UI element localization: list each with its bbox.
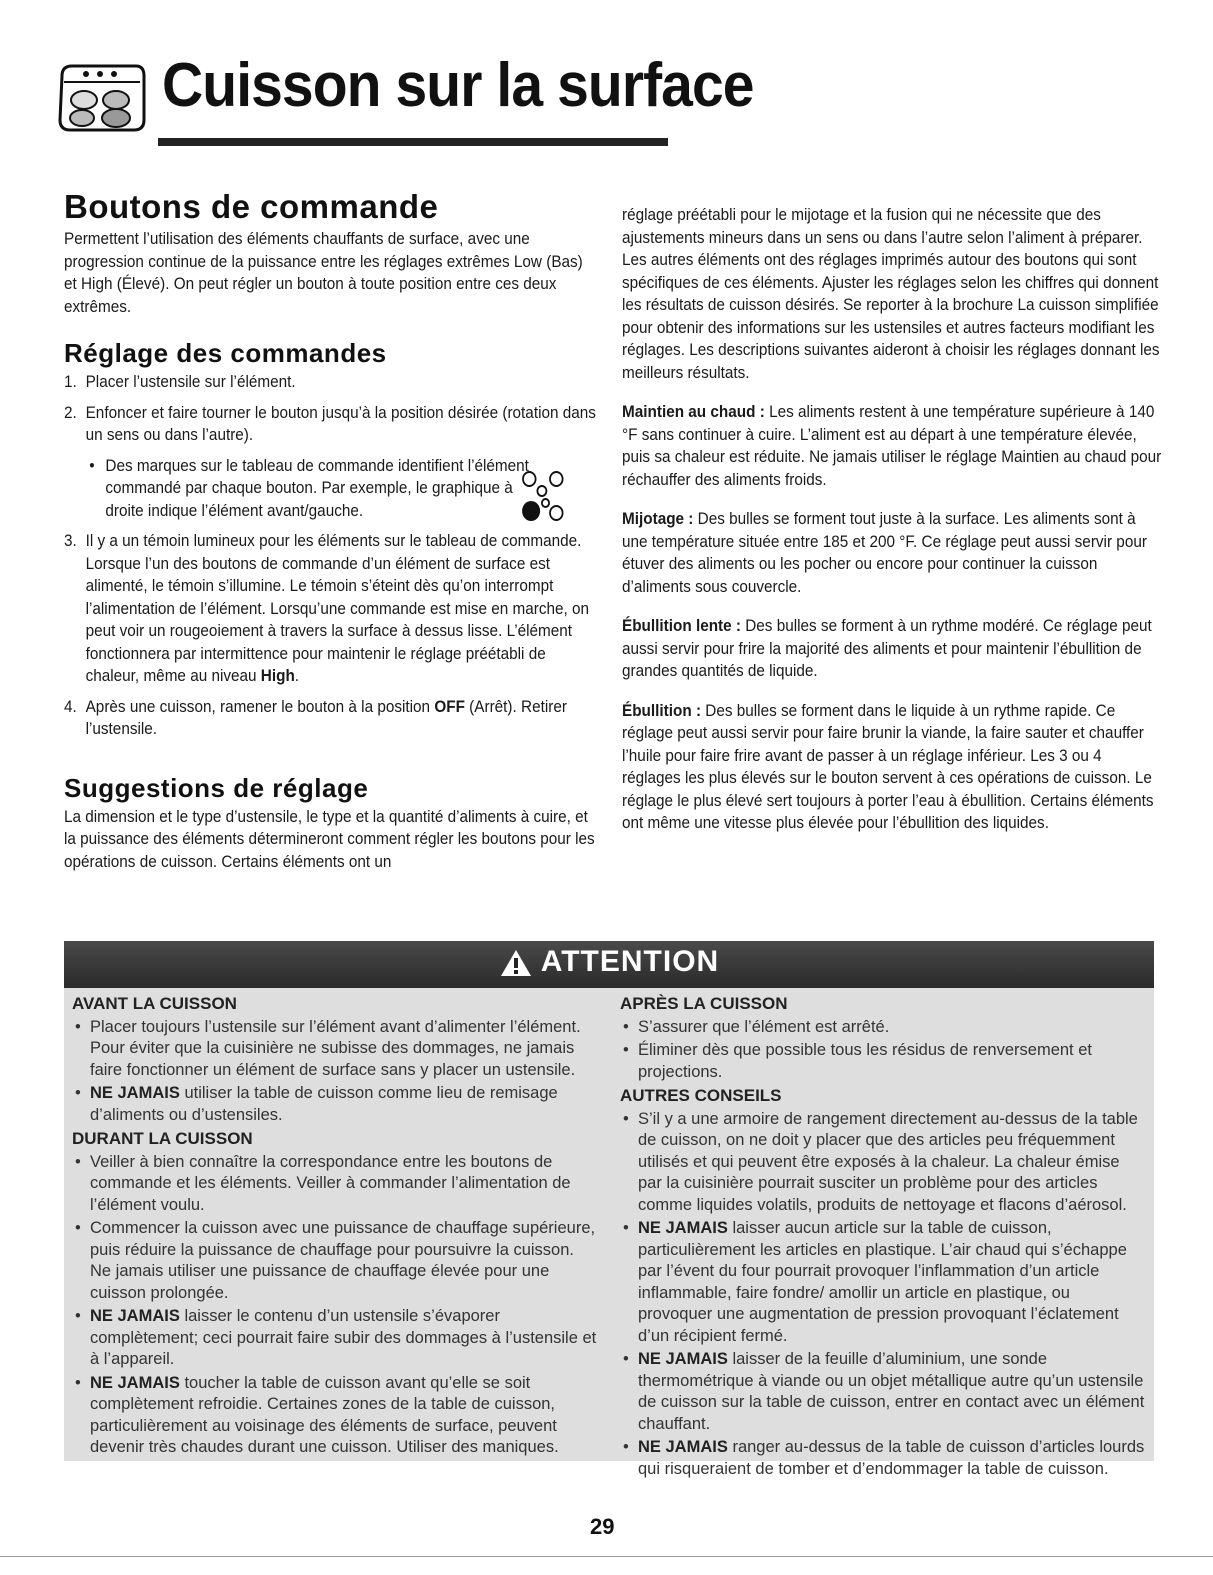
attention-left-column [72, 993, 597, 1461]
term-label: Mijotage : [622, 509, 694, 528]
step-item [64, 402, 599, 523]
step-number: 3. [64, 531, 77, 550]
steps-list [64, 371, 599, 741]
step-item: 3. Il y a un témoin lumineux pour les éléments sur le tableau de commande. Lorsque l’un des boutons de commande d’un élément de surface est alimenté, le témoin s’illumine. Le témoin s’éteint dès qu’on interrompt l’alimentation de l’élément. Lorsqu’une commande est mise en marche, on peut voir un rougeoiement à travers la surface à dessus lisse. L’élément fonctionnera par intermittence pour maintenir le réglage préétabli de chaleur, même au niveau High. [64, 531, 590, 685]
step-number: 4. [64, 696, 77, 716]
attention-item: • NE JAMAIS laisser aucun article sur la table de cuisson, particulièrement les articles en plastique. L’air chaud qui s’échappe par l’évent du four pourrait provoquer l’inflammation d’un article inflammable, faire fondre/ amollir un article en plastique, ou provoquer une augmentation de pression provoquant l’éclatement d’un récipient fermé. [623, 1219, 1127, 1345]
step-text: Enfoncer et faire tourner le bouton jusqu’à la position désirée (rotation dans un sens ou dans l’autre). [85, 402, 596, 444]
attention-item: • NE JAMAIS toucher la table de cuisson avant qu’elle se soit complètement refroidie. Certaines zones de la table de cuisson, particulièrement au voisinage des éléments de surface, peuvent devenir très chaudes durant une cuisson. Utiliser des maniques. [75, 1373, 559, 1456]
attention-item: • NE JAMAIS laisser le contenu d’un ustensile s’évaporer complètement; ceci pourrait faire subir des dommages à l’ustensile et à l’appareil. [75, 1307, 597, 1368]
after-cooking-heading: APRÈS LA CUISSON [620, 994, 788, 1013]
attention-box [64, 941, 1154, 1478]
attention-item: • S’assurer que l’élément est arrêté. [623, 1017, 890, 1036]
suggestions-text: La dimension et le type d’ustensile, le type et la quantité d’aliments à cuire, et la puissance des éléments détermineront comment régler les boutons pour les opérations de cuisson. Certains éléments ont un [64, 806, 595, 871]
sub-bullet-text: Des marques sur le tableau de commande identifient l’élément commandé par chaque bouton. Par exemple, le graphique à droite indique l’élément avant/gauche. [105, 455, 529, 520]
page-number: 29 [590, 1514, 615, 1539]
term-paragraph: Maintien au chaud : Les aliments restent à une température supérieure à 140 °F sans continuer à cuire. L’aliment est au départ à une température élevée, puis sa chaleur est réduite. Ne jamais utiliser le réglage Maintien au chaud pour réchauffer des aliments froids. [622, 402, 1162, 489]
section-heading-setting: Réglage des commandes [64, 338, 387, 368]
front-left-element-diagram-icon [520, 469, 563, 525]
controls-text: Permettent l’utilisation des éléments chauffants de surface, avec une progression continue de la puissance entre les réglages extrêmes Low (Bas) et High (Élevé). On peut régler un bouton à toute position entre ces deux extrêmes. [64, 229, 583, 316]
footer-rule [0, 1556, 1213, 1557]
sub-bullet-item: • Des marques sur le tableau de commande identifient l’élément commandé par chaque bouton. Par exemple, le graphique à droite indique l’élément avant/gauche. [86, 455, 600, 523]
attention-item: • NE JAMAIS ranger au-dessus de la table de cuisson d’articles lourds qui risqueraient de tomber et d’endommager la table de cuisson. [623, 1438, 1145, 1478]
step-item [64, 371, 599, 394]
attention-title: ATTENTION [64, 945, 1154, 979]
attention-item: • Éliminer dès que possible tous les résidus de renversement et projections. [623, 1041, 1092, 1081]
term-paragraph: Mijotage : Des bulles se forment tout juste à la surface. Les aliments sont à une température située entre 185 et 200 °F. Ce réglage peut aussi servir pour étuver des aliments ou les pocher ou encore pour continuer la cuisson d’aliments sous couvercle. [622, 509, 1147, 596]
page-header [54, 51, 754, 146]
page-title: Cuisson sur la surface [162, 51, 754, 120]
term-label: Ébullition lente : [622, 616, 741, 635]
attention-item: • NE JAMAIS laisser de la feuille d’aluminium, une sonde thermométrique à viande ou un objet métallique autre qu’un ustensile de cuisson sur la table de cuisson, entrer en contact avec un élément chauffant. [623, 1350, 1145, 1433]
step-bold: High [260, 666, 295, 685]
step-number: 2. [64, 402, 77, 422]
during-cooking-heading: DURANT LA CUISSON [72, 1129, 253, 1148]
left-column [64, 188, 600, 873]
section-heading-controls: Boutons de commande [64, 188, 439, 225]
attention-item: • Veiller à bien connaître la correspondance entre les boutons de commande et les éléments. Veiller à commander l’alimentation de l’élément voulu. [75, 1152, 571, 1214]
title-underline [158, 138, 668, 146]
step-text: Après une cuisson, ramener le bouton à la position [85, 696, 435, 716]
attention-item: • Placer toujours l’ustensile sur l’élément avant d’alimenter l’élément. Pour éviter que la cuisinière ne subisse des dommages, ne jamais faire fonctionner un élément de surface sans y placer un ustensile. [75, 1017, 581, 1079]
cooktop-icon [56, 62, 148, 134]
right-text [622, 204, 1161, 835]
setting-steps [64, 371, 599, 741]
step-text: Il y a un témoin lumineux pour les éléments sur le tableau de commande. Lorsque l’un des boutons de commande d’un élément de surface est alimenté, le témoin s’illumine. Le témoin s’éteint dès qu’on interrompt l’alimentation de l’élément. Lorsqu’une commande est mise en marche, on peut voir un rougeoiement à travers la surface à dessus lisse. L’élément fonctionnera par intermittence pour maintenir le réglage préétabli de chaleur, même au niveau [85, 531, 590, 685]
section-heading-suggestions: Suggestions de réglage [64, 772, 369, 803]
term-label: Maintien au chaud : [622, 402, 765, 421]
warning-icon [499, 948, 533, 978]
attention-right-column [620, 993, 1145, 1482]
controls-paragraph [64, 228, 599, 318]
step-number: 1. [64, 372, 77, 391]
step-text: Placer l’ustensile sur l’élément. [85, 372, 296, 391]
suggestions-paragraph [64, 806, 599, 874]
step-bold: OFF [434, 696, 465, 716]
step-item: 4. Après une cuisson, ramener le bouton à la position OFF (Arrêt). Retirer l’ustensile. [64, 696, 567, 738]
intro-paragraph: réglage préétabli pour le mijotage et la fusion qui ne nécessite que des ajustements mineurs dans un sens ou dans l’autre selon l’aliment à préparer. Les autres éléments ont des réglages imprimés autour des boutons qui sont spécifiques de ces éléments. Ajuster les réglages selon les chiffres qui donnent les résultats de cuisson désirés. Se reporter à la brochure La cuisson simplifiée pour obtenir des informations sur les ustensiles et autres facteurs modifiant les réglages. Les descriptions suivantes aideront à choisir les réglages donnant les meilleurs résultats. [622, 205, 1160, 382]
term-label: Ébullition : [622, 700, 702, 720]
attention-bar [64, 941, 1154, 988]
other-tips-heading: AUTRES CONSEILS [620, 1086, 782, 1105]
right-column [622, 187, 1162, 845]
attention-item: • NE JAMAIS utiliser la table de cuisson comme lieu de remisage d’aliments ou d’ustensiles. [75, 1084, 558, 1124]
attention-item: • Commencer la cuisson avec une puissance de chauffage supérieure, puis réduire la puissance de chauffage pour poursuivre la cuisson. Ne jamais utiliser une puissance de chauffage élevée pour une cuisson prolongée. [75, 1219, 596, 1302]
term-paragraph: Ébullition lente : Des bulles se forment à un rythme modéré. Ce réglage peut aussi servir pour frire la majorité des aliments et pour maintenir l’ébullition de grandes quantités de liquide. [622, 616, 1152, 680]
before-cooking-heading: AVANT LA CUISSON [72, 994, 237, 1013]
term-paragraph: Ébullition : Des bulles se forment dans le liquide à un rythme rapide. Ce réglage peut aussi servir pour faire brunir la viande, la faire sauter et chauffer l’huile pour faire frire avant de passer à un réglage inférieur. Les 3 ou 4 réglages les plus élevés sur le bouton servent à ces opérations de cuisson. Le réglage le plus élevé sert toujours à porter l’eau à ébullition. Certains éléments ont même une vitesse plus élevée pour l’ébullition des liquides. [622, 700, 1154, 832]
attention-item: • S’il y a une armoire de rangement directement au-dessus de la table de cuisson, on ne doit y placer que des articles peu fréquemment utilisés et qui peuvent être exposés à la chaleur. La chaleur émise par la cuisinière pourrait susciter un problème pour des articles comme liquides volatils, produits de nettoyage et flacons d’aérosol. [623, 1109, 1138, 1214]
